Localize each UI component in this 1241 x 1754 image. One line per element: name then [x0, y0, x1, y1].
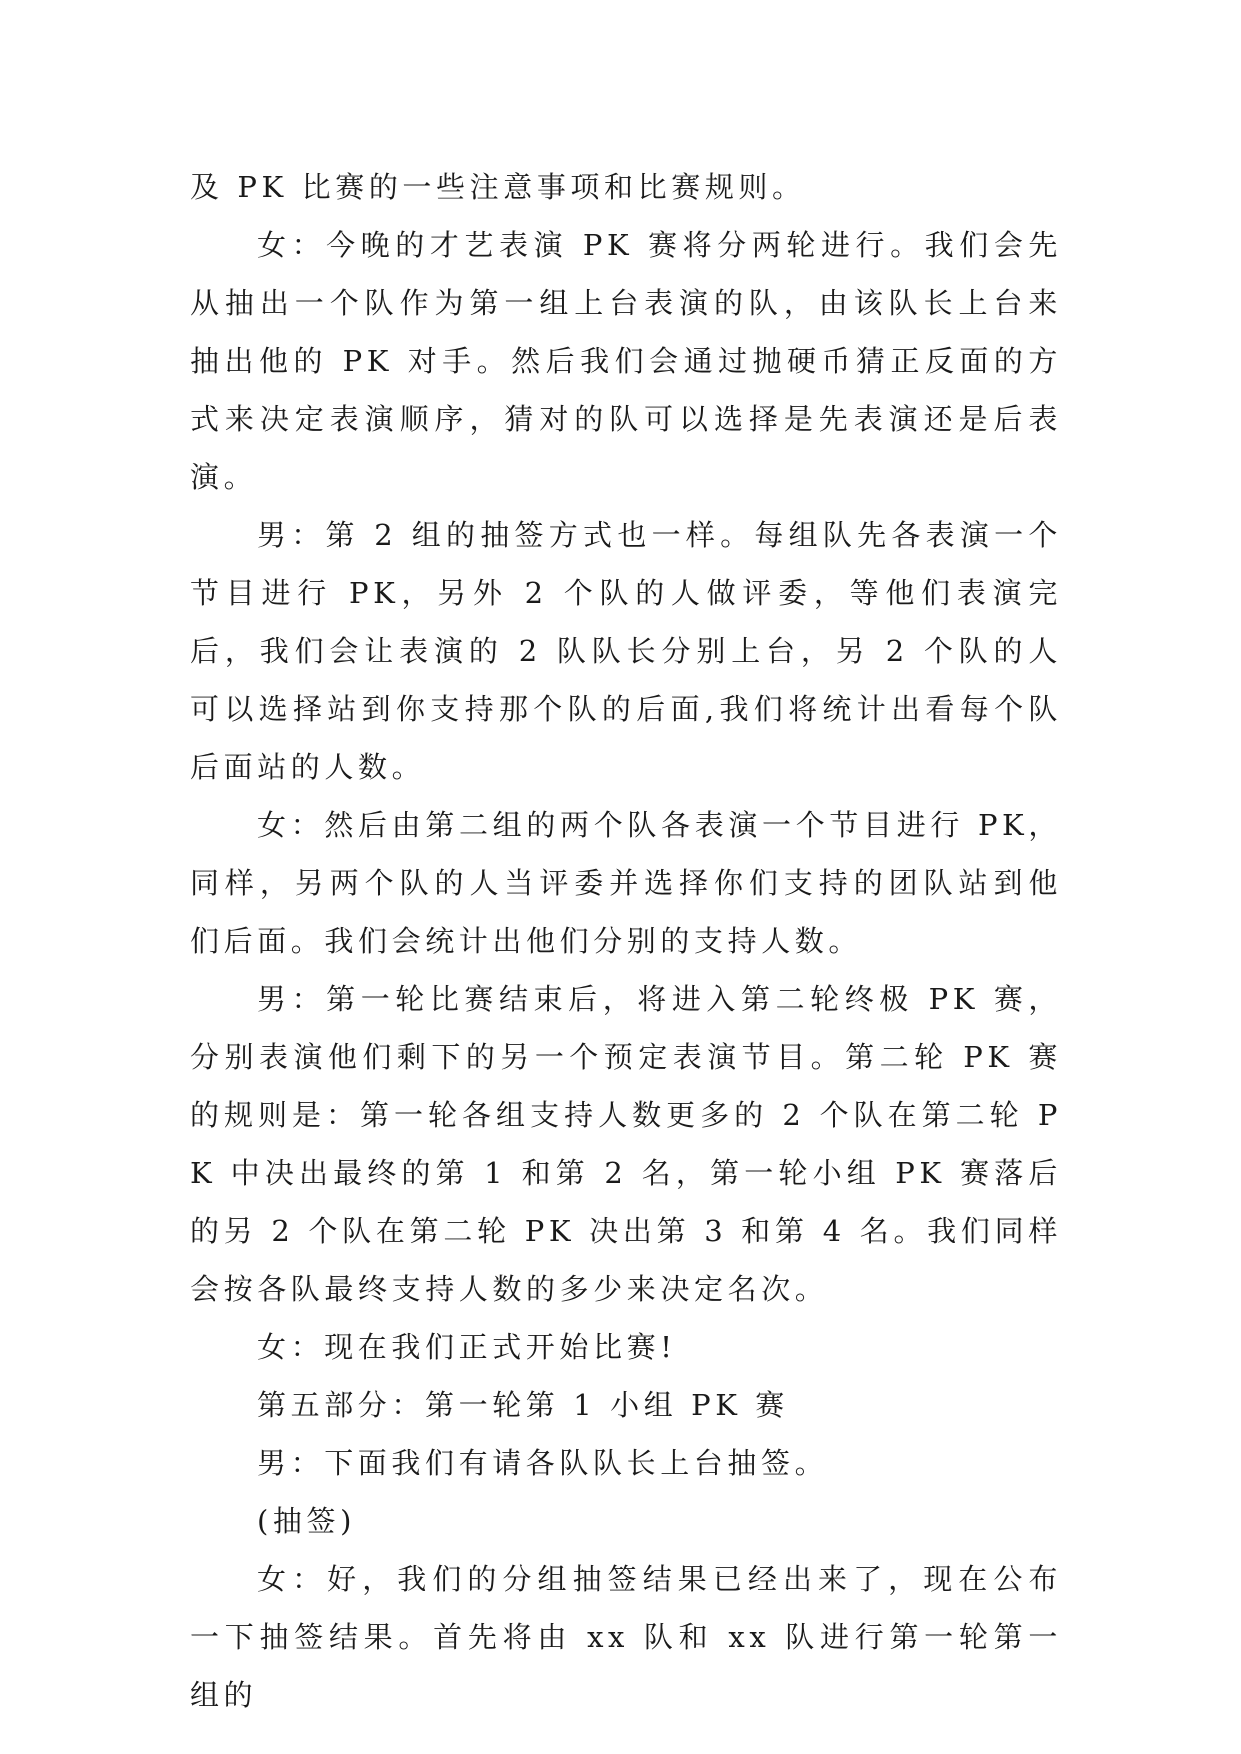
document-body	[190, 158, 1062, 1724]
paragraph-3: 男：第 2 组的抽签方式也一样。每组队先各表演一个节目进行 PK，另外 2 个队的人做评委，等他们表演完后，我们会让表演的 2 队队长分别上台，另 2 个队的人可以选择站到你支持那个队的后面,我们将统计出看每个队后面站的人数。	[190, 518, 1062, 784]
paragraph-6: 女：现在我们正式开始比赛!	[257, 1330, 677, 1364]
paragraph-1: 及 PK 比赛的一些注意事项和比赛规则。	[190, 170, 806, 204]
section-heading: 第五部分：第一轮第 1 小组 PK 赛	[257, 1388, 789, 1422]
paragraph-5: 男：第一轮比赛结束后，将进入第二轮终极 PK 赛，分别表演他们剩下的另一个预定表演节目。第二轮 PK 赛的规则是：第一轮各组支持人数更多的 2 个队在第二轮 PK 中决出最终的第 1 和第 2 名，第一轮小组 PK 赛落后的另 2 个队在第二轮 PK 决出第 3 和第 4 名。我们同样会按各队最终支持人数的多少来决定名次。	[190, 982, 1062, 1306]
paragraph-2: 女：今晚的才艺表演 PK 赛将分两轮进行。我们会先从抽出一个队作为第一组上台表演的队，由该队长上台来抽出他的 PK 对手。然后我们会通过抛硬币猜正反面的方式来决定表演顺序，猜对的队可以选择是先表演还是后表演。	[190, 228, 1062, 494]
paragraph-8: 男：下面我们有请各队队长上台抽签。	[257, 1446, 829, 1480]
paragraph-4: 女：然后由第二组的两个队各表演一个节目进行 PK，同样，另两个队的人当评委并选择你们支持的团队站到他们后面。我们会统计出他们分别的支持人数。	[190, 808, 1062, 958]
paragraph-10: 女：好，我们的分组抽签结果已经出来了，现在公布一下抽签结果。首先将由 xx 队和 xx 队进行第一轮第一组的	[190, 1562, 1062, 1712]
paragraph-9: (抽签)	[257, 1504, 357, 1538]
